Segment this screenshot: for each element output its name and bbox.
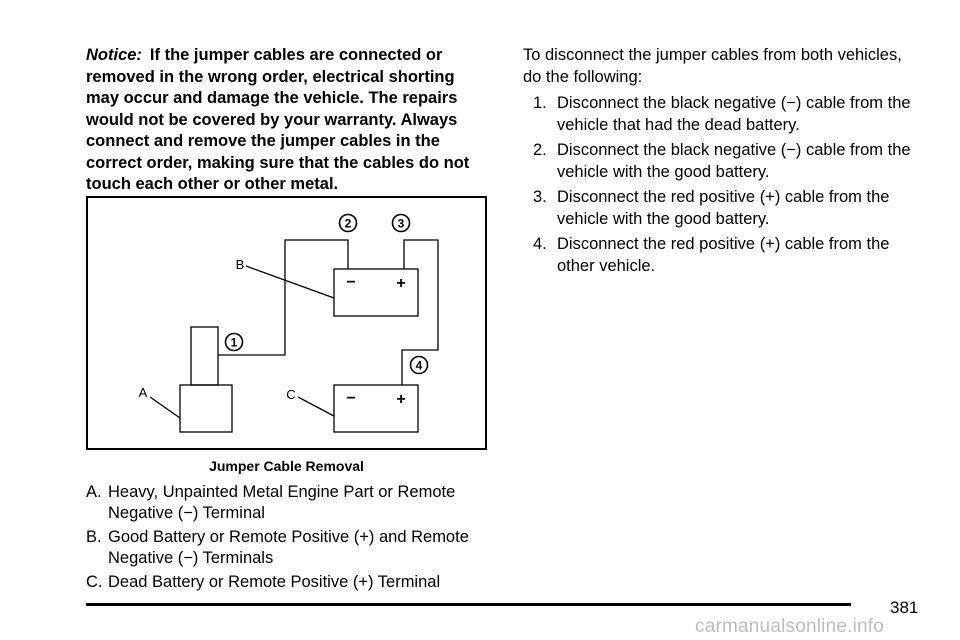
step-text: Disconnect the red positive (+) cable from the other vehicle. xyxy=(557,235,890,275)
callout-4 xyxy=(411,357,428,374)
callout-4-text: 4 xyxy=(415,358,423,373)
callout-1-text: 1 xyxy=(230,335,238,350)
notice-text: If the jumper cables are connected or removed in the wrong order, electrical shorting may occur and damage the vehicle. The repairs would not be covered by your warranty. Always connect and remove the jumper cables in the correct order, making sure that the cables do not touch each other or other metal. xyxy=(86,46,470,193)
step-item xyxy=(523,234,923,277)
callout-2-text: 2 xyxy=(344,216,352,231)
dead-battery-negative-sign: − xyxy=(346,390,356,407)
step-number: 3. xyxy=(533,188,547,206)
step-text: Disconnect the black negative (−) cable from the vehicle that had the dead battery. xyxy=(557,94,911,134)
leader-c xyxy=(298,397,334,416)
callout-3 xyxy=(393,215,410,232)
disconnect-instructions xyxy=(523,45,923,281)
leader-b xyxy=(246,266,334,298)
steps-list xyxy=(523,93,923,277)
legend-item xyxy=(86,527,506,569)
dead-battery-positive-sign: + xyxy=(396,391,406,408)
label-b: B xyxy=(235,257,245,272)
step-item xyxy=(523,187,923,230)
step-number: 4. xyxy=(533,235,547,253)
figure-legend xyxy=(86,482,506,596)
step-item xyxy=(523,93,923,136)
label-a: A xyxy=(138,385,148,400)
legend-text: Dead Battery or Remote Positive (+) Terminal xyxy=(108,573,441,591)
instructions-intro: To disconnect the jumper cables from both vehicles, do the following: xyxy=(523,46,902,86)
legend-item xyxy=(86,572,506,593)
good-battery-positive-sign: + xyxy=(396,275,406,292)
jumper-cable-diagram xyxy=(86,196,487,450)
metal-part-post xyxy=(191,327,218,385)
step-text: Disconnect the black negative (−) cable from the vehicle with the good battery. xyxy=(557,141,911,181)
good-battery-negative-sign: − xyxy=(346,274,356,291)
callout-1 xyxy=(226,334,243,351)
legend-key: A. xyxy=(86,483,102,501)
watermark: carmanualsonline.info xyxy=(695,616,885,637)
legend-text: Heavy, Unpainted Metal Engine Part or Remote Negative (−) Terminal xyxy=(108,483,456,522)
legend-text: Good Battery or Remote Positive (+) and Remote Negative (−) Terminals xyxy=(108,528,469,567)
legend-key: B. xyxy=(86,528,102,546)
callout-3-text: 3 xyxy=(397,216,405,231)
notice-lead: Notice: xyxy=(86,46,142,64)
step-number: 2. xyxy=(533,141,547,159)
leader-a xyxy=(150,397,180,418)
callout-2 xyxy=(340,215,357,232)
step-item xyxy=(523,140,923,183)
notice-paragraph xyxy=(86,45,486,196)
diagram-svg xyxy=(88,198,489,452)
legend-item xyxy=(86,482,506,524)
figure-caption: Jumper Cable Removal xyxy=(209,458,364,474)
notice-block xyxy=(86,45,486,196)
legend-key: C. xyxy=(86,573,103,591)
step-number: 1. xyxy=(533,94,547,112)
metal-part-block xyxy=(180,385,232,432)
footer-rule xyxy=(86,603,851,606)
page-number: 381 xyxy=(890,598,919,617)
step-text: Disconnect the red positive (+) cable from the vehicle with the good battery. xyxy=(557,188,890,228)
label-c: C xyxy=(286,387,296,402)
